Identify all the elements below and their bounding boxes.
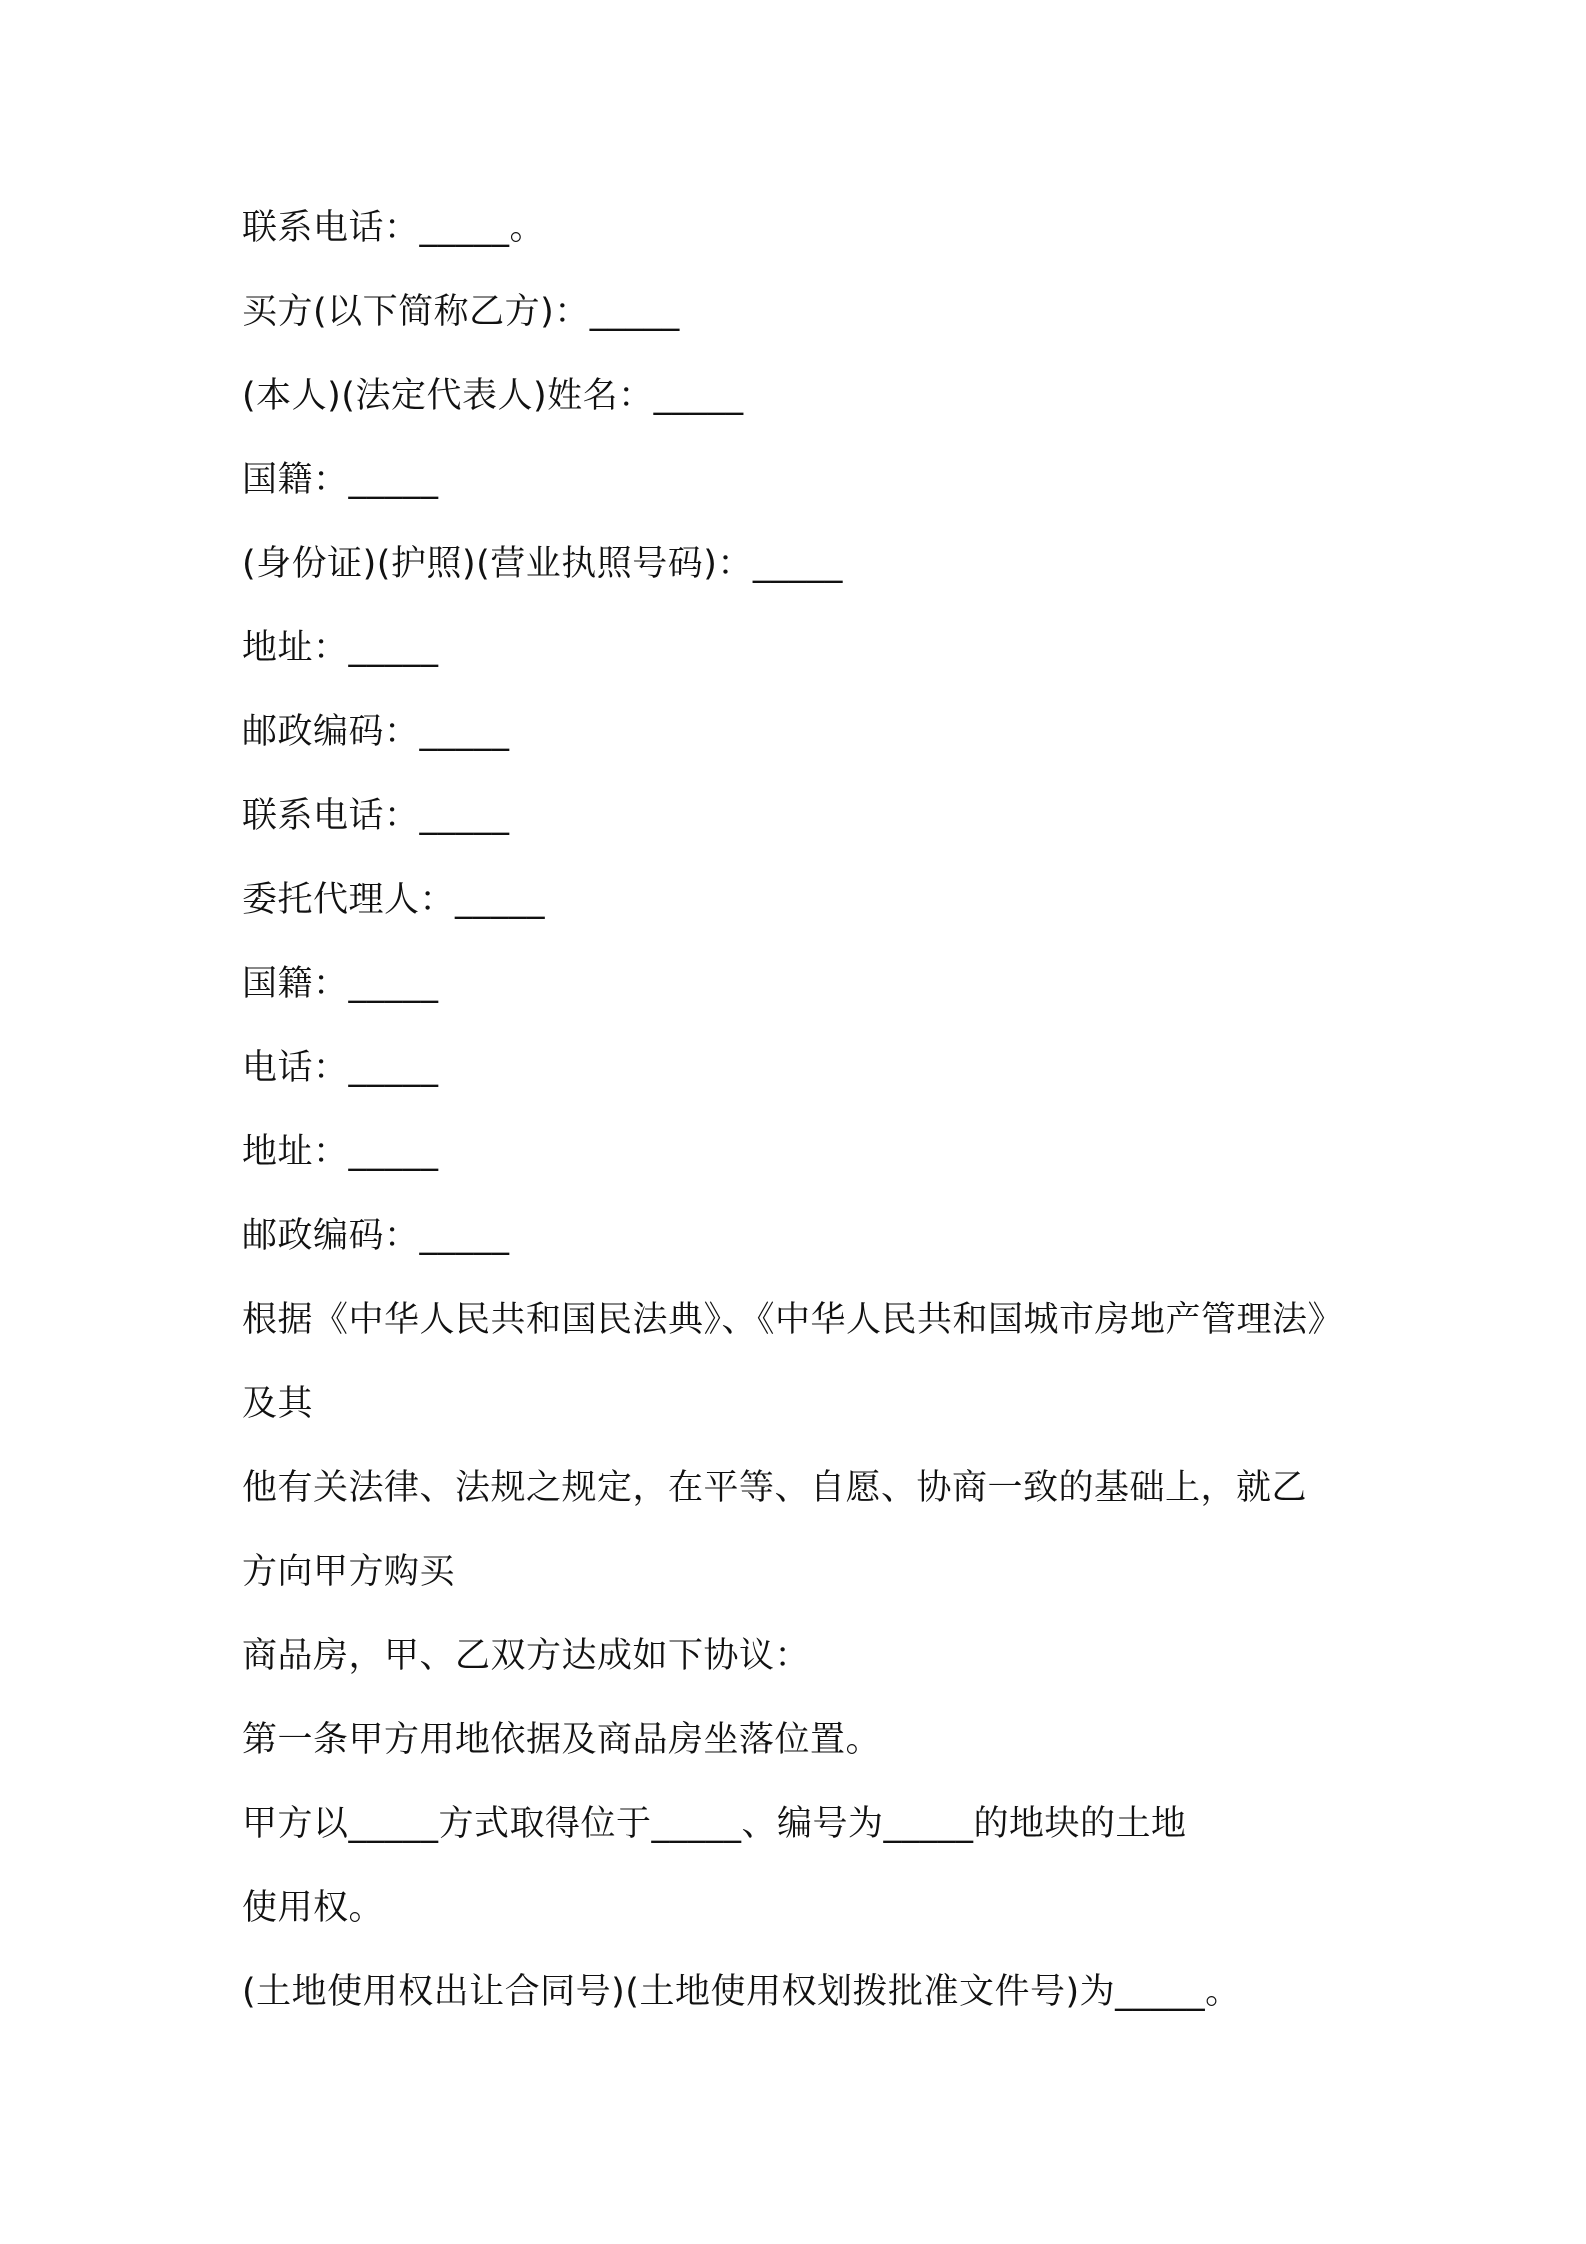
- agreement-intro-line: 他有关法律、法规之规定，在平等、自愿、协商一致的基础上，就乙: [242, 1468, 1308, 1508]
- legal-basis-continuation-line: 及其: [242, 1384, 314, 1424]
- agent-phone-line: 电话：_____: [242, 1048, 439, 1088]
- buyer-name-line: (本人)(法定代表人)姓名：_____: [242, 376, 744, 416]
- buyer-postcode-line: 邮政编码：_____: [242, 712, 510, 752]
- contract-number-line: (土地使用权出让合同号)(土地使用权划拨批准文件号)为_____。: [242, 1972, 1241, 2012]
- buyer-id-number-line: (身份证)(护照)(营业执照号码)：_____: [242, 544, 843, 584]
- document-body: [242, 196, 1372, 2044]
- agreement-reached-line: 商品房，甲、乙双方达成如下协议：: [242, 1636, 811, 1676]
- land-acquisition-line: 甲方以_____方式取得位于_____、编号为_____的地块的土地: [242, 1804, 1187, 1844]
- agreement-intro-continuation-line: 方向甲方购买: [242, 1552, 456, 1592]
- article-one-heading: 第一条甲方用地依据及商品房坐落位置。: [242, 1720, 882, 1760]
- agent-nationality-line: 国籍：_____: [242, 964, 439, 1004]
- buyer-contact-phone-line: 联系电话：_____: [242, 796, 510, 836]
- legal-basis-line: 根据《中华人民共和国民法典》、《中华人民共和国城市房地产管理法》: [242, 1300, 1344, 1340]
- buyer-heading-line: 买方(以下简称乙方)：_____: [242, 292, 680, 332]
- seller-contact-phone-line: 联系电话：_____。: [242, 208, 546, 248]
- agent-postcode-line: 邮政编码：_____: [242, 1216, 510, 1256]
- agent-line: 委托代理人：_____: [242, 880, 546, 920]
- buyer-address-line: 地址：_____: [242, 628, 439, 668]
- buyer-nationality-line: 国籍：_____: [242, 460, 439, 500]
- land-use-right-line: 使用权。: [242, 1888, 385, 1928]
- agent-address-line: 地址：_____: [242, 1132, 439, 1172]
